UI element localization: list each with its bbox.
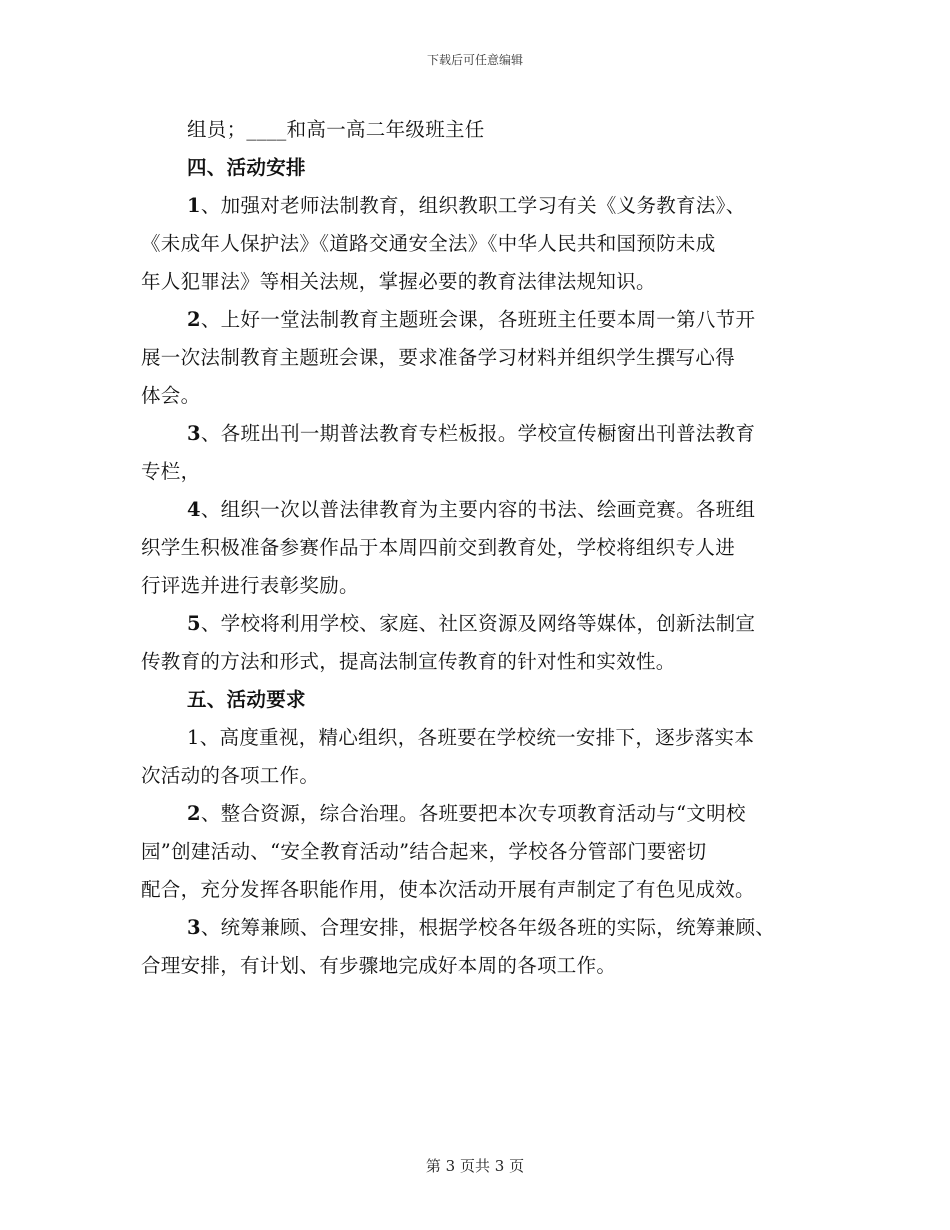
paragraph-text: 、整合资源，综合治理。各班要把本次专项教育活动与“文明校 <box>200 802 746 825</box>
paragraph-line <box>141 415 817 453</box>
section-4-item-3 <box>141 415 817 491</box>
paragraph-line <box>141 909 817 947</box>
item-number: 1 <box>187 726 200 749</box>
section-4-item-5 <box>141 605 817 681</box>
paragraph-line <box>141 605 817 643</box>
paragraph-line: 配合，充分发挥各职能作用，使本次活动开展有声制定了有色见成效。 <box>141 878 755 901</box>
section-5-item-3 <box>141 909 817 985</box>
paragraph-line: 织学生积极准备参赛作品于本周四前交到教育处，学校将组织专人进 <box>141 536 736 559</box>
paragraph-line: 年人犯罪法》等相关法规，掌握必要的教育法律法规知识。 <box>141 270 656 293</box>
paragraph-line: 展一次法制教育主题班会课，要求准备学习材料并组织学生撰写心得 <box>141 346 736 369</box>
paragraph-line <box>141 187 817 225</box>
section-4-item-4 <box>141 491 817 605</box>
paragraph-line: 《未成年人保护法》《道路交通安全法》《中华人民共和国预防未成 <box>141 232 716 255</box>
section-4-heading: 四、活动安排 <box>187 156 306 179</box>
page-header: 下载后可任意编辑 <box>426 53 523 67</box>
paragraph-text: 、组织一次以普法律教育为主要内容的书法、绘画竞赛。各班组 <box>200 498 756 521</box>
paragraph-line: 专栏， <box>141 460 201 483</box>
paragraph-text: 、统筹兼顾、合理安排，根据学校各年级各班的实际，统筹兼顾、 <box>200 916 776 939</box>
paragraph-line <box>141 301 817 339</box>
item-number: 4 <box>187 498 201 521</box>
item-number: 5 <box>187 612 201 635</box>
item-number: 2 <box>187 308 201 331</box>
section-5-heading: 五、活动要求 <box>187 688 306 711</box>
item-number: 2 <box>187 802 201 825</box>
paragraph-text: 、上好一堂法制教育主题班会课，各班班主任要本周一第八节开 <box>200 308 756 331</box>
paragraph-line <box>141 491 817 529</box>
paragraph-line <box>141 719 817 757</box>
item-number: 3 <box>187 916 201 939</box>
paragraph-text: 、学校将利用学校、家庭、社区资源及网络等媒体，创新法制宣 <box>200 612 756 635</box>
paragraph-text: 、各班出刊一期普法教育专栏板报。学校宣传橱窗出刊普法教育 <box>200 422 756 445</box>
section-4-item-1 <box>141 187 817 301</box>
paragraph-line: 园”创建活动、“安全教育活动”结合起来，学校各分管部门要密切 <box>141 840 707 863</box>
paragraph-text: 、加强对老师法制教育，组织教职工学习有关《义务教育法》、 <box>200 194 746 217</box>
item-number: 1 <box>187 194 201 217</box>
section-5-item-2 <box>141 795 817 909</box>
paragraph-line: 次活动的各项工作。 <box>141 764 320 787</box>
page-footer: 第 3 页共 3 页 <box>425 1157 525 1175</box>
paragraph-line: 传教育的方法和形式，提高法制宣传教育的针对性和实效性。 <box>141 650 676 673</box>
item-number: 3 <box>187 422 201 445</box>
paragraph-line: 体会。 <box>141 384 201 407</box>
paragraph-line: 合理安排，有计划、有步骤地完成好本周的各项工作。 <box>141 954 617 977</box>
paragraph-text: 、高度重视，精心组织，各班要在学校统一安排下，逐步落实本 <box>199 726 755 749</box>
paragraph-line: 行评选并进行表彰奖励。 <box>141 574 359 597</box>
document-body <box>141 111 817 985</box>
section-5-item-1 <box>141 719 817 795</box>
members-line: 组员；____和高一高二年级班主任 <box>187 118 485 141</box>
section-4-item-2 <box>141 301 817 415</box>
paragraph-line <box>141 795 817 833</box>
